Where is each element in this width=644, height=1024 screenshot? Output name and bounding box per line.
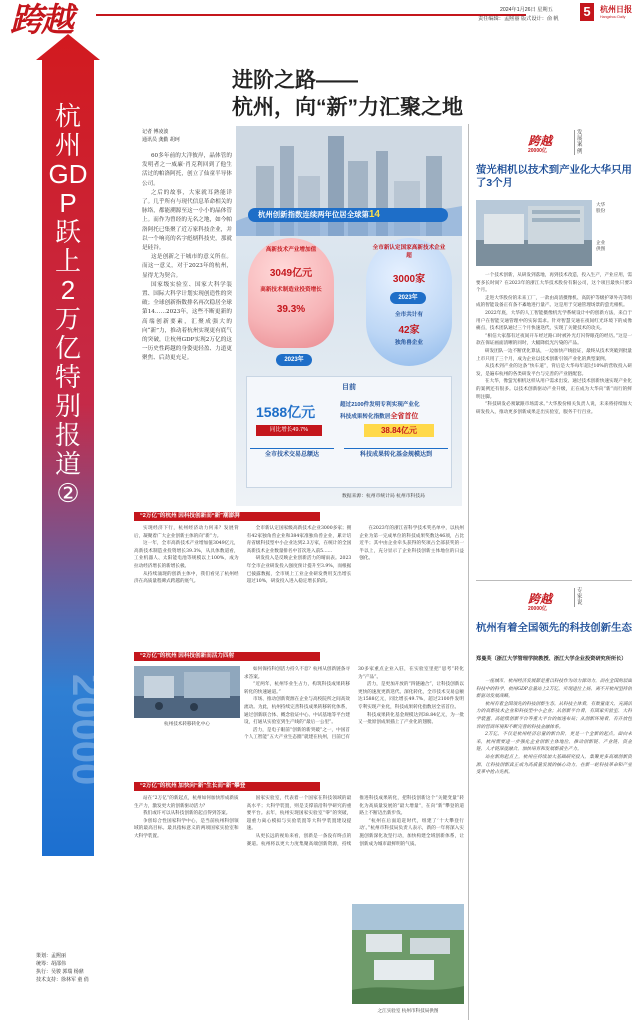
- data-source: 数据来源：杭州市统计局 杭州市科技局: [342, 494, 425, 499]
- section-heading: “2万亿”的杭州 因科技创新而“新”潮澎湃: [134, 512, 320, 521]
- intro-column: [142, 152, 232, 364]
- stat-left-sub: 同比增长49.7%: [256, 425, 322, 436]
- right-bottom-paragraph: 杭州有着全国领先的科技创新生态。从科技主体看，有数量庞大、充满活力的高新技术企业和科技型中小企业；从创新平台看，有国家实验室、大科学装置、高能级创新平台等重大平台的加速布局；从创新环境看，有开放包容的营商环境和不断完善的科技金融体系。: [476, 701, 632, 730]
- section-paragraph: 国家实验室，代表着一个国家在科技领域的最高水平；大科学装置，则是支撑前沿科学研究的重要平台。去年，杭州实现国家实验室“零”的突破，超重力离心模拟与实验装置等大科学装置建设提速。: [246, 796, 352, 832]
- index-title-bar: [248, 208, 448, 222]
- target-title: 目前: [342, 384, 356, 391]
- mini-logo-sub: 20000亿: [528, 606, 547, 612]
- section-paragraph: 科技成果转化基金规模达到38.84亿元，为一批又一批原创成果插上了产业化的翅膀。: [358, 712, 464, 726]
- stat-right-line2: [340, 411, 450, 421]
- right-bottom-paragraph: 2万亿，不仅是杭州经济总量的新台阶，更是一个全新的起点。面向未来，杭州需要进一步强化企业创新主体地位，推动创新链、产业链、资金链、人才链深度融合，加快培育和发展新质生产力。: [476, 732, 632, 753]
- banner-big-number: 20000: [64, 674, 108, 786]
- right-label-1: 全市新认定国家高新技术企业超: [372, 245, 446, 259]
- right-top-caption-2: 企业供图: [596, 240, 606, 251]
- aerial-photo-illustration: [352, 904, 464, 1004]
- right-value-1: 3000家: [392, 274, 426, 285]
- right-top-logo: [528, 132, 552, 154]
- right-top-tag: 发展案例: [574, 130, 584, 155]
- section-paragraph: 站在“2万亿”的新起点，杭州如何加快形成新质生产力，激发更大的创新驱动活力？: [134, 796, 239, 809]
- infographic: [236, 126, 462, 506]
- headline-kicker: 进阶之路——: [232, 69, 358, 92]
- left-year-badge: 2023年: [276, 354, 312, 366]
- index-rank: 14: [368, 209, 380, 220]
- section-3-photo: [352, 904, 464, 1004]
- intro-paragraph: 这是创新之于城市的意义所在。而这一意义，对于2023年的杭州，显得尤为契合。: [142, 254, 232, 279]
- left-label-2: 高新技术制造业投资增长: [260, 287, 322, 293]
- byline: [142, 128, 232, 144]
- section-paragraph: “近两年，杭州毕业生占力，构筑科技成果转移转化的快速通道。”: [244, 682, 350, 695]
- intro-paragraph: 国家级实验室、国家大科学装置、国际大科学计划实现创造性的突破；全球创新指数排名再次稳居全球第14……2023年，这些不断更新的高端创新要素，汇聚成强大的向“新”力，推动着杭州实现更有底气的突破，让杭州GDP实现2万亿的这一历史性跨越的身姿更轻盈、力道更聚焦、后劲更充足。: [142, 281, 232, 362]
- section-paragraph: “杭州在后面追赶时代，组建了‘十大攀登行动’。”杭州市科技局负责人表示，新的一年将深入实施创新深化攻坚行动，加快构建全域创新体系，让创新成为城市最鲜明的气质。: [359, 818, 464, 847]
- right-top-caption-1: 大华股份: [596, 202, 606, 213]
- section-paragraph: 实现经济下行，杭州经济动力何来？发展背后，凝聚着广大企业创新主体的向“新”力。: [134, 526, 239, 539]
- photo-caption: 杭州技术转移转化中心: [164, 721, 210, 726]
- stat-right-highlight: 全省首位: [390, 413, 419, 420]
- stat-right-value: 38.84亿元: [364, 424, 434, 437]
- byline-reporter: 记者 傅凌波: [142, 129, 169, 135]
- section-2-body: [244, 666, 464, 772]
- right-top-paragraph: 一个技术创新，从研发到落地，再到技术改造，投入生产，产业应用，需要多长时间？在2023年的浙江大华技术股份有限公司，这个项目最快只要3个月。: [476, 273, 632, 294]
- paper-name: 杭州日报: [600, 4, 632, 14]
- mini-logo-sub: 20000亿: [528, 148, 547, 154]
- headline-title: 杭州，向“新”力汇聚之地: [232, 96, 463, 119]
- credit-line: 统筹：胡邵伟: [36, 961, 67, 967]
- section-1-body: [134, 525, 464, 645]
- credit-line: 策划：孟熙丽: [36, 953, 67, 959]
- right-top-paragraph: 从技术到产业的这条“快车道”，背后是大华每年超过10%的营收投入研发，是遍布杭州的各类研发平台与完善的产业链配套。: [476, 364, 632, 377]
- right-bottom-logo: [528, 590, 552, 612]
- section-paragraph: 活力，是电子眼前“创新的新突破”之一，中国首个人工智能“五大产业生态圈”就建在杭州，目前已有30多家重点企业入驻，在实验室里把“思考”转化为“产品”。: [244, 667, 464, 741]
- right-year-badge: 2023年: [390, 292, 426, 304]
- mini-logo: 跨越: [528, 134, 553, 148]
- left-value-1: 3049亿元: [269, 268, 313, 279]
- section-paragraph: 从更长远的视角来看，创新是一条没有终点的赛道。杭州将以更大力度集聚高端创新资源，持续推进科技成果转化，把科技创新这个“关键变量”转化为高质量发展的“最大增量”，在向“新”攀登的道路上不断迈出新步伐。: [246, 796, 464, 847]
- left-banner: [36, 34, 108, 856]
- factory-photo-illustration: [476, 200, 592, 266]
- stat-left-value: 1588亿元: [256, 404, 316, 420]
- right-top-paragraph: 研发团队一边不断优化算法，一边加快产线验证，最终从技术突破到批量上市只用了三个月，成为企业以技术创新引领产业化的典型案例。: [476, 348, 632, 362]
- section-paragraph: 活力，是更加开放的“四链融合”，让科技创新以更快的速度更新迭代、深化转化，全市技术交易总额达1588亿元，同比增长49.7%，超过2100件发明专利实现产业化，科技成果转化指数居全省首位。: [358, 682, 464, 710]
- masthead-logo: 跨越: [10, 0, 72, 39]
- index-title: 杭州创新指数连续两年位居全球第: [258, 210, 369, 219]
- stat-right-line2-text: 科技成果转化指数居: [340, 414, 391, 420]
- right-label-2: 全市共计有: [395, 312, 423, 318]
- red-rule: [96, 14, 526, 16]
- photo-illustration: [134, 666, 240, 718]
- credit-line: 技术支持：徐林军 童 俏: [36, 977, 89, 983]
- column-divider: [468, 124, 469, 1020]
- banner-vertical-title: 杭州GDP跃上2万亿 特别报道②: [48, 101, 88, 508]
- section-paragraph: 市场、推动创新资源在企业与高校院所之间高效流动。为此，杭州持续完善科技成果转移转化体系，通过创新联合体、概念验证中心、中试基地等平台建设，打通从实验室到生产线的“最后一公里”。: [244, 697, 350, 726]
- left-value-2: 39.3%: [276, 304, 306, 315]
- section-heading: “2万亿”的杭州 加快向“新”生长而“新”攀登: [134, 782, 320, 791]
- section-paragraph: 从持续涌现的创新主体中，我们看见了杭州经济在高质量程碑式跨越的底气。: [134, 571, 239, 585]
- stat-right-text: 超过2100件发明专利实现产业化: [340, 402, 420, 408]
- editors-line: 责任编辑：孟熙丽 版式设计：俞 帆: [478, 16, 559, 22]
- right-label-3: 独角兽企业: [395, 340, 423, 346]
- stat-right-label: 科技成果转化基金规模达到: [344, 448, 448, 460]
- section-paragraph: 争创综合性国家科学中心，是当前杭州科创领域的最高目标。最具指标意义的两项国家实验室和大科学装置。: [134, 818, 239, 839]
- right-column-divider: [476, 580, 632, 581]
- right-top-paragraph: 在大华，像萤光相机这样从用户需求出发、通过技术创新快速实现产业化的案例还有很多。以技术创新驱动产业升级，正在成为大华向“新”而行的鲜明注脚。: [476, 379, 632, 400]
- right-bottom-paragraph: 站在新的起点上，杭州应持续加大基础研究投入，集聚更多高端创新资源，让科技创新真正成为高质量发展的核心动力，在新一轮科技革命和产业变革中抢占先机。: [476, 754, 632, 776]
- intro-paragraph: 之后的故事，大家就耳熟能详了。几乎所有与现代信息革命相关的脉络，都能溯源至这一小小的晶体管上。而作为曾经的无名之地，如今帕洛阿托已集聚了近万家科技企业，并以一个响亮的名字彪炳科技史，那就是硅谷。: [142, 189, 232, 252]
- section-heading: “2万亿”的杭州 因科技创新而活力四射: [134, 652, 320, 661]
- footer-credits: [36, 952, 132, 984]
- right-top-body: [476, 272, 632, 576]
- right-top-paragraph: “相信大家都有过夜间开车经过路口时被补光灯闪得眼花的经历。”这是一款在保证画面清晰的同时，大幅降低光污染的产品。: [476, 333, 632, 347]
- right-bottom-title: 杭州有着全国领先的科技创新生态: [476, 623, 632, 634]
- paper-en: Hangzhou Daily: [600, 15, 626, 19]
- left-label-1: 高新技术产业增加值: [265, 247, 317, 253]
- section-paragraph: 全市新认定国家级高新技术企业3000多家；拥有42家独角兽企业和384家准独角兽企业，累计培育省级科技型中小企业达到2.3万家，在统计的全国高新技术企业数量排名中首次进入前5……: [246, 526, 352, 554]
- stat-left-label: 全市技术交易总额达: [250, 448, 334, 460]
- right-bottom-body: [476, 678, 632, 1018]
- right-top-paragraph: 2022年底，大华的人工智能摄像机光学系统设计中的创新方法，来自于用户在智能交通管理中的实际需求。针对智慧交通在夜间红光环境下的成像痛点，技术团队通过三个月快速迭代，实现了关键技术的攻关。: [476, 310, 632, 332]
- right-top-paragraph: 走进大华股份的未来工厂，一款由高清摄像机、高防护等级护罩外壳等组成的智能设备正有条不紊地进行量产。这是用于交通管理场景的萤光相机。: [476, 295, 632, 309]
- section-paragraph: 我们或许可以从科技创新的起点得到答案。: [143, 811, 231, 817]
- right-bottom-paragraph: 一座城市，杭州经济发展都是重以科技作为动力源动力，而在全国的层面科技中的科学，杭州GDP总量站上2万亿，实现进位上扬，离不开杭州坚持创新驱动发展战略。: [476, 679, 632, 700]
- mini-logo: 跨越: [528, 592, 553, 606]
- section-paragraph: 研发投入是反映企业创新活力的晴雨表。2023年全市企业研发投入强度预计提升至3.9%，而根据已披露数据，全市规上工业企业研发费用支出增长超过10%，研发投入进入稳定增长阶段。: [246, 556, 352, 585]
- right-bottom-tag: 专家说: [574, 588, 584, 607]
- section-paragraph: 这一年，全市高新技术产业增加值3049亿元，高新技术制造业投资增长39.3%，从具体数道看，工业机器人、太阳能电池等规模以上100%，成为拉动经济增长的新增长极。: [134, 541, 239, 569]
- date-line: 2024年1月26日 星期五: [500, 7, 553, 13]
- right-top-paragraph: “科技研发必须紧跟市场需求。”大华股份相关负责人说，未来将持续加大研发投入，推动更多创新成果走出实验室，服务千行百业。: [476, 402, 632, 415]
- masthead: [0, 0, 644, 38]
- right-value-2: 42家: [398, 325, 420, 336]
- section-paragraph: 在2023年的浙江省科学技术奖名单中，以杭州企业为第一完成单位的科技成果奖数达46项，占比近半；其中由企业牵头获得的奖项占全部获奖的一半以上，充分显示了企业科技创新主体地位的日益强化。: [359, 526, 464, 562]
- right-top-title: 萤光相机以技术到产业化大华只用了3个月: [476, 165, 632, 189]
- page-number: 5: [580, 3, 594, 21]
- section-2-photo: [134, 666, 240, 718]
- credit-line: 执行：吴骏 郭瑞 杨鼎: [36, 969, 84, 975]
- right-top-photo: [476, 200, 592, 266]
- photo-caption: 之江实验室 杭州市科技局供图: [377, 1008, 439, 1013]
- section-3-body: [134, 795, 464, 903]
- section-paragraph: 如何保持科创活力持久不息？杭州从创新链条寻求答案。: [244, 667, 350, 680]
- byline-correspondent: 通讯员 龚勤 胡珂: [142, 137, 180, 143]
- expert-name: 郑曼芙（浙江大学管理学院教授、浙江大学企业投资研究所所长）: [476, 656, 627, 662]
- intro-paragraph: 60多年前的大洋彼岸，晶体管的发明者之一威廉·肖克利回到了他生活过的帕洛阿托，创立了仙童半导体公司。: [142, 153, 232, 187]
